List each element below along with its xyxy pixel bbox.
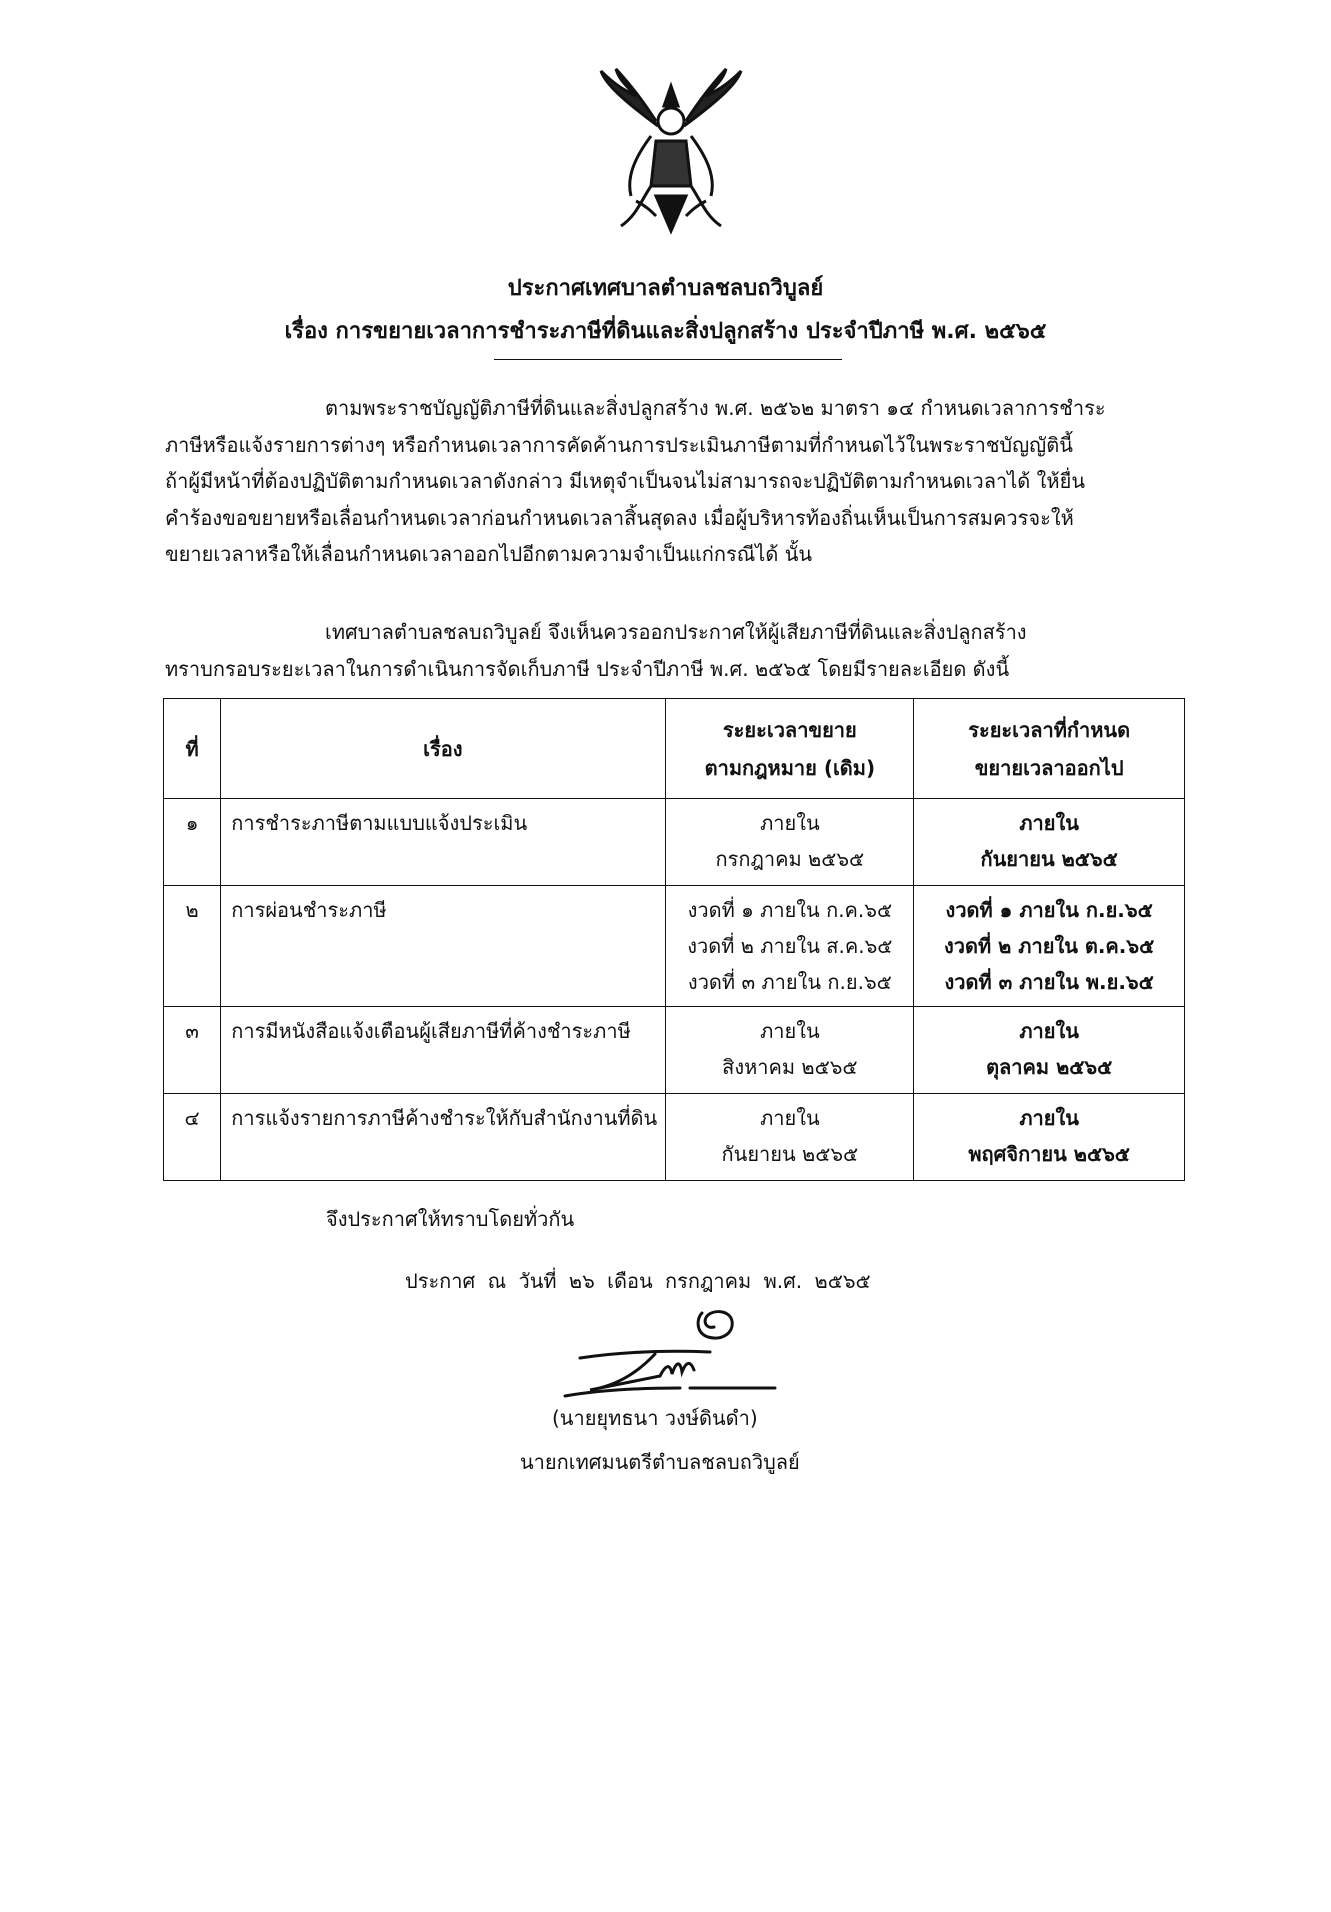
header-subject: เรื่อง [221,699,666,799]
closing-statement: จึงประกาศให้ทราบโดยทั่วกัน [326,1207,575,1231]
period-line: ตุลาคม ๒๕๖๕ [986,1055,1113,1079]
period-line: งวดที่ ๓ ภายใน พ.ย.๖๕ [944,970,1154,994]
title-divider [494,359,842,360]
paragraph-line: เทศบาลตำบลชลบถวิบูลย์ จึงเห็นควรออกประกาศให้ผู้เสียภาษีที่ดินและสิ่งปลูกสร้าง [325,620,1027,644]
period-line: งวดที่ ๒ ภายใน ต.ค.๖๕ [944,934,1155,958]
table-header-row [164,699,1185,799]
period-line: งวดที่ ๒ ภายใน ส.ค.๖๕ [687,934,893,958]
paragraph-announcement [165,614,1165,687]
period-line: งวดที่ ๓ ภายใน ก.ย.๖๕ [687,970,892,994]
paragraph-line: คำร้องขอขยายหรือเลื่อนกำหนดเวลาก่อนกำหนดเวลาสิ้นสุดลง เมื่อผู้บริหารท้องถิ่นเห็นเป็นการสมควรจะให้ [165,505,1074,530]
paragraph-line: ภาษีหรือแจ้งรายการต่างๆ หรือกำหนดเวลาการคัดค้านการประเมินภาษีตามที่กำหนดไว้ในพระราชบัญญัตินี้ [165,432,1073,457]
row-new-period [914,1007,1185,1094]
period-line: พฤศจิกายน ๒๕๖๕ [968,1142,1130,1166]
signatory-position: นายกเทศมนตรีตำบลชลบถวิบูลย์ [520,1450,800,1474]
header-old-period [666,699,914,799]
document-title: ประกาศเทศบาลตำบลชลบถวิบูลย์ [507,276,824,301]
period-line: งวดที่ ๑ ภายใน ก.ค.๖๕ [687,898,893,922]
row-no: ๔ [164,1094,221,1181]
row-no: ๒ [164,886,221,1007]
paragraph-line: ถ้าผู้มีหน้าที่ต้องปฏิบัติตามกำหนดเวลาดังกล่าว มีเหตุจำเป็นจนไม่สามารถจะปฏิบัติตามกำหนดเวลาได้ ให้ยื่น [165,469,1085,494]
row-subject: การผ่อนชำระภาษี [221,886,666,1007]
table-row [164,1094,1185,1181]
table-row [164,799,1185,886]
paragraph-line: ขยายเวลาหรือให้เลื่อนกำหนดเวลาออกไปอีกตามความจำเป็นแก่กรณีได้ นั้น [165,542,813,567]
header-new-period [914,699,1185,799]
period-line: ภายใน [760,1019,820,1043]
period-line: ภายใน [1019,811,1079,835]
approval-mark [692,1305,740,1345]
period-line: ภายใน [1019,1106,1079,1130]
row-subject: การมีหนังสือแจ้งเตือนผู้เสียภาษีที่ค้างชำระภาษี [221,1007,666,1094]
garuda-emblem [596,66,746,236]
schedule-table [163,698,1185,1181]
period-line: สิงหาคม ๒๕๖๕ [722,1055,858,1079]
table-row [164,1007,1185,1094]
period-line: กันยายน ๒๕๖๕ [721,1142,859,1166]
period-line: ภายใน [760,1106,820,1130]
row-old-period [666,799,914,886]
row-no: ๑ [164,799,221,886]
paragraph-line: ทราบกรอบระยะเวลาในการดำเนินการจัดเก็บภาษี ประจำปีภาษี พ.ศ. ๒๕๖๕ โดยมีรายละเอียด ดังนี้ [165,656,1010,681]
signatory-name: (นายยุทธนา วงษ์ดินดำ) [552,1406,758,1430]
period-line: กันยายน ๒๕๖๕ [980,847,1118,871]
paragraph-legal-basis [165,390,1165,573]
row-old-period [666,1007,914,1094]
document-subject: เรื่อง การขยายเวลาการชำระภาษีที่ดินและสิ่งปลูกสร้าง ประจำปีภาษี พ.ศ. ๒๕๖๕ [284,319,1047,344]
row-subject: การชำระภาษีตามแบบแจ้งประเมิน [221,799,666,886]
period-line: งวดที่ ๑ ภายใน ก.ย.๖๕ [945,898,1153,922]
row-old-period [666,1094,914,1181]
header-new-line: ขยายเวลาออกไป [974,755,1124,780]
row-subject: การแจ้งรายการภาษีค้างชำระให้กับสำนักงานที่ดิน [221,1094,666,1181]
row-new-period [914,1094,1185,1181]
row-no: ๓ [164,1007,221,1094]
header-old-line: ตามกฎหมาย (เดิม) [704,755,876,780]
header-no: ที่ [164,699,221,799]
period-line: กรกฎาคม ๒๕๖๕ [715,847,865,871]
row-old-period [666,886,914,1007]
period-line: ภายใน [760,811,820,835]
row-new-period [914,886,1185,1007]
paragraph-line: ตามพระราชบัญญัติภาษีที่ดินและสิ่งปลูกสร้าง พ.ศ. ๒๕๖๒ มาตรา ๑๔ กำหนดเวลาการชำระ [325,396,1106,420]
period-line: ภายใน [1019,1019,1079,1043]
header-old-line: ระยะเวลาขยาย [722,717,857,742]
table-row [164,886,1185,1007]
header-new-line: ระยะเวลาที่กำหนด [968,717,1131,742]
row-new-period [914,799,1185,886]
announcement-date: ประกาศ ณ วันที่ ๒๖ เดือน กรกฎาคม พ.ศ. ๒๕๖๕ [405,1269,871,1293]
handwritten-signature [560,1340,780,1410]
